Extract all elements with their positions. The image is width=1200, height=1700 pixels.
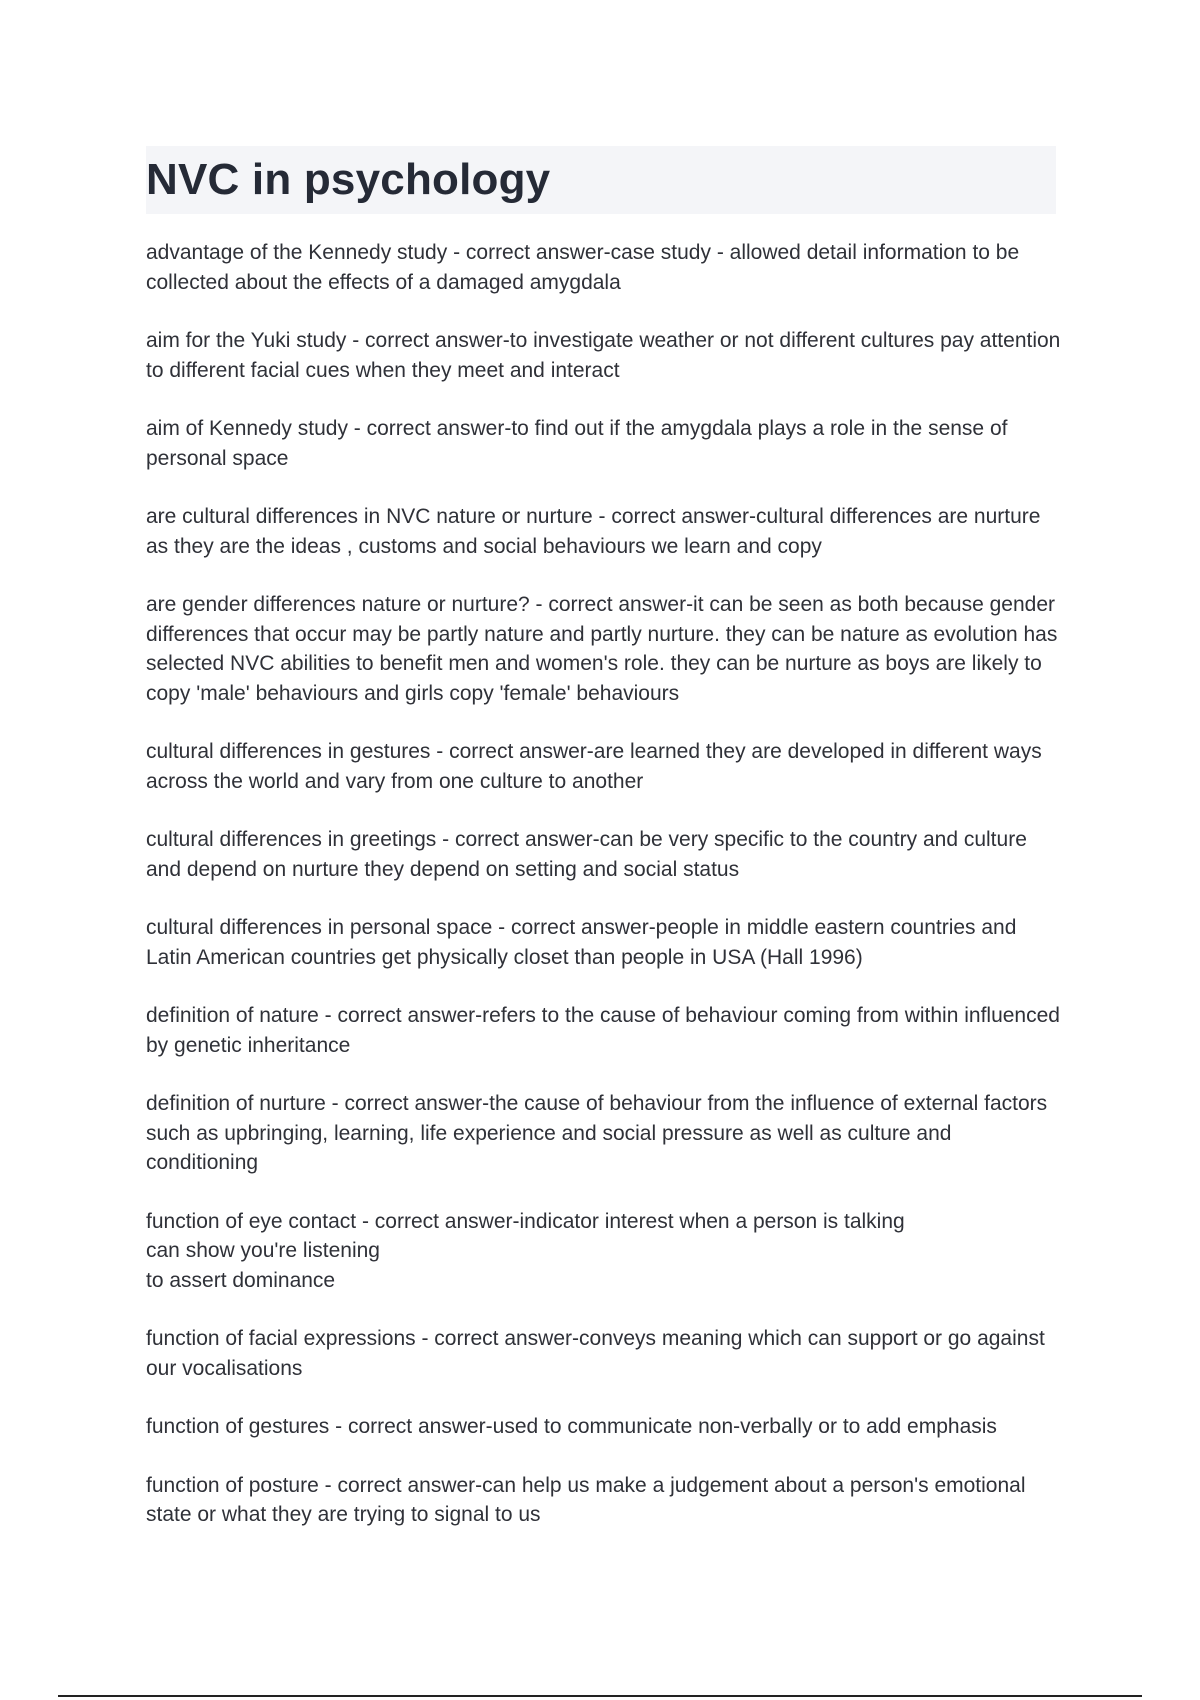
flashcard-entry: definition of nurture - correct answer-the cause of behaviour from the influence of external factors such as upbringing, learning, life experience and social pressure as well as culture and conditioning xyxy=(146,1092,1048,1174)
flashcard-entry: cultural differences in greetings - correct answer-can be very specific to the country and culture and depend on nurture they depend on setting and social status xyxy=(146,828,1027,881)
title-banner xyxy=(146,146,1056,214)
flashcard-entry: function of posture - correct answer-can help us make a judgement about a person's emotional state or what they are trying to signal to us xyxy=(146,1473,1026,1526)
flashcard-entry: are cultural differences in NVC nature or nurture - correct answer-cultural differences are nurture as they are the ideas , customs and social behaviours we learn and copy xyxy=(146,505,1041,558)
flashcard-entry: aim of Kennedy study - correct answer-to find out if the amygdala plays a role in the sense of personal space xyxy=(146,417,1008,470)
flashcard-entry: aim for the Yuki study - correct answer-to investigate weather or not different cultures pay attention to different facial cues when they meet and interact xyxy=(146,329,1061,382)
flashcard-entry: definition of nature - correct answer-refers to the cause of behaviour coming from within influenced by genetic inheritance xyxy=(146,1004,1060,1057)
flashcard-entry: function of gestures - correct answer-used to communicate non-verbally or to add emphasis xyxy=(146,1415,997,1438)
flashcard-list xyxy=(146,238,1066,1559)
flashcard-entry: advantage of the Kennedy study - correct answer-case study - allowed detail information to be collected about the effects of a damaged amygdala xyxy=(146,241,1020,294)
flashcard-entry: are gender differences nature or nurture? - correct answer-it can be seen as both because gender differences that occur may be partly nature and partly nurture. they can be nature as evolution has selected NVC abilities to benefit men and women's role. they can be nurture as boys are likely to copy 'male' behaviours and girls copy 'female' behaviours xyxy=(146,593,1058,705)
flashcard-entry: function of facial expressions - correct answer-conveys meaning which can support or go against our vocalisations xyxy=(146,1327,1045,1380)
footer-divider xyxy=(58,1695,1142,1697)
flashcard-entry: cultural differences in personal space - correct answer-people in middle eastern countries and Latin American countries get physically closet than people in USA (Hall 1996) xyxy=(146,916,1017,969)
flashcard-entry: function of eye contact - correct answer-indicator interest when a person is talking can show you're listening to assert dominance xyxy=(146,1209,905,1292)
document-title: NVC in psychology xyxy=(146,155,551,204)
flashcard-entry: cultural differences in gestures - correct answer-are learned they are developed in different ways across the world and vary from one culture to another xyxy=(146,740,1042,793)
